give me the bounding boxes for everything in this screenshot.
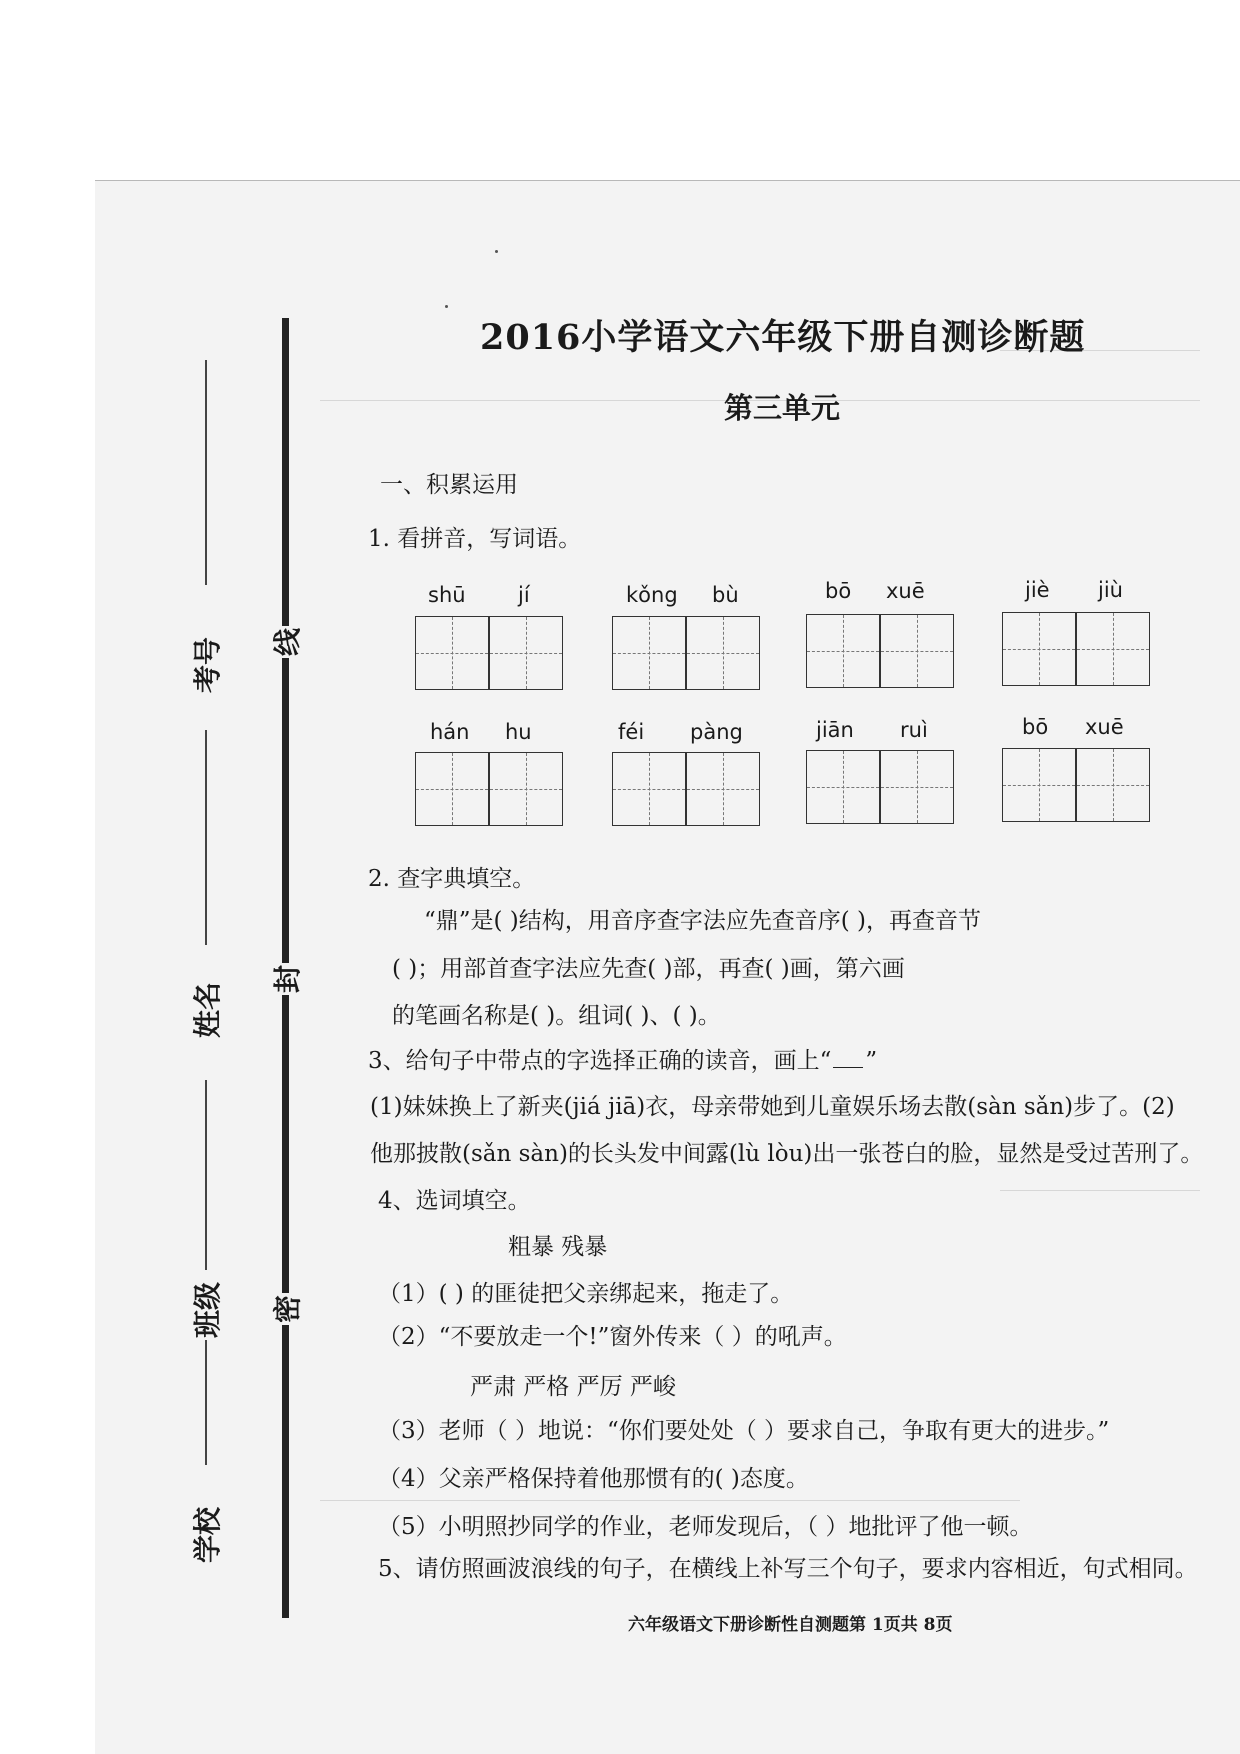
- word-choices: 粗暴 残暴: [508, 1234, 608, 1260]
- writing-grid[interactable]: [806, 614, 880, 688]
- pinyin: jí: [518, 583, 530, 607]
- scan-top-edge: [95, 180, 1240, 181]
- label-name: 姓名: [191, 981, 225, 1039]
- writing-grid[interactable]: [489, 616, 563, 690]
- q1-prompt: 1. 看拼音，写词语。: [368, 526, 582, 552]
- writing-grid[interactable]: [686, 616, 760, 690]
- q4-prompt: 4、选词填空。: [378, 1188, 531, 1214]
- writing-grid[interactable]: [686, 752, 760, 826]
- writing-grid[interactable]: [1002, 748, 1076, 822]
- writing-grid[interactable]: [806, 750, 880, 824]
- pinyin: xuē: [886, 579, 925, 603]
- q2-prompt: 2. 查字典填空。: [368, 866, 536, 892]
- pinyin: féi: [618, 720, 645, 744]
- answer-line-school: [205, 1340, 207, 1465]
- pinyin: hán: [430, 720, 470, 744]
- writing-grid[interactable]: [1076, 748, 1150, 822]
- pinyin: bō: [1022, 715, 1049, 739]
- underline-mark: [833, 1053, 863, 1068]
- pinyin: bō: [825, 579, 852, 603]
- scan-speck: [495, 250, 498, 253]
- writing-grid[interactable]: [1076, 612, 1150, 686]
- q2-line: “鼎”是( )结构，用音序查字法应先查音序( )，再查音节: [424, 908, 982, 934]
- label-exam-no: 考号: [191, 636, 225, 694]
- seal-char-line: 线: [262, 626, 310, 658]
- q4-sentence: （2）“不要放走一个!”窗外传来（ ）的吼声。: [378, 1324, 847, 1350]
- writing-grid[interactable]: [880, 750, 954, 824]
- pinyin: jiè: [1025, 578, 1050, 602]
- word-choices: 严肃 严格 严厉 严峻: [470, 1374, 676, 1400]
- label-school: 学校: [191, 1506, 225, 1564]
- scan-speck: [445, 305, 448, 308]
- q5-prompt: 5、请仿照画波浪线的句子，在横线上补写三个句子，要求内容相近，句式相同。: [378, 1556, 1198, 1582]
- q3-prompt-text: 3、给句子中带点的字选择正确的读音，画上“: [368, 1048, 832, 1074]
- writing-grid[interactable]: [415, 616, 489, 690]
- q3-line: (1)妹妹换上了新夹(jiá jiā)衣，母亲带她到儿童娱乐场去散(sàn sǎn)步了。(2): [370, 1094, 1175, 1120]
- pinyin: xuē: [1085, 715, 1124, 739]
- pinyin: ruì: [900, 718, 928, 742]
- writing-grid[interactable]: [1002, 612, 1076, 686]
- q3-prompt-close: ”: [865, 1048, 878, 1074]
- q2-line: ( )；用部首查字法应先查( )部，再查( )画，第六画: [392, 956, 905, 982]
- q4-sentence: （4）父亲严格保持着他那惯有的( )态度。: [378, 1466, 809, 1492]
- label-class: 班级: [191, 1281, 225, 1339]
- bleed-through-line: [320, 1500, 1020, 1501]
- seal-char-secret: 密: [262, 1293, 310, 1325]
- page-footer: 六年级语文下册诊断性自测题第 1页共 8页: [628, 1615, 953, 1635]
- q3-line: 他那披散(sǎn sàn)的长头发中间露(lù lòu)出一张苍白的脸，显然是受过苦刑了。: [370, 1141, 1204, 1167]
- q4-sentence: （3）老师（ ）地说：“你们要处处（ ）要求自己，争取有更大的进步。”: [378, 1418, 1110, 1444]
- pinyin: pàng: [690, 720, 743, 744]
- unit-heading: 第三单元: [724, 391, 841, 425]
- pinyin: bù: [712, 583, 739, 607]
- writing-grid[interactable]: [489, 752, 563, 826]
- q4-sentence: （1）( ) 的匪徒把父亲绑起来，拖走了。: [378, 1281, 794, 1307]
- seal-char-seal: 封: [262, 963, 310, 995]
- answer-line-class: [205, 1080, 207, 1270]
- pinyin: jiān: [816, 718, 854, 742]
- answer-line-exam-no: [205, 360, 207, 585]
- bleed-through-line: [1000, 1190, 1200, 1191]
- answer-line-name: [205, 730, 207, 945]
- pinyin: shū: [428, 583, 466, 607]
- q2-line: 的笔画名称是( )。组词( )、( )。: [392, 1003, 721, 1029]
- section-heading: 一、积累运用: [380, 472, 518, 498]
- writing-grid[interactable]: [415, 752, 489, 826]
- writing-grid[interactable]: [612, 752, 686, 826]
- pinyin: hu: [505, 720, 532, 744]
- pinyin: kǒng: [626, 583, 678, 607]
- q3-prompt: [368, 1042, 877, 1075]
- writing-grid[interactable]: [612, 616, 686, 690]
- writing-grid[interactable]: [880, 614, 954, 688]
- pinyin: jiù: [1098, 578, 1123, 602]
- q4-sentence: （5）小明照抄同学的作业，老师发现后，（ ）地批评了他一顿。: [378, 1514, 1033, 1540]
- page-title: 2016小学语文六年级下册自测诊断题: [480, 317, 1086, 358]
